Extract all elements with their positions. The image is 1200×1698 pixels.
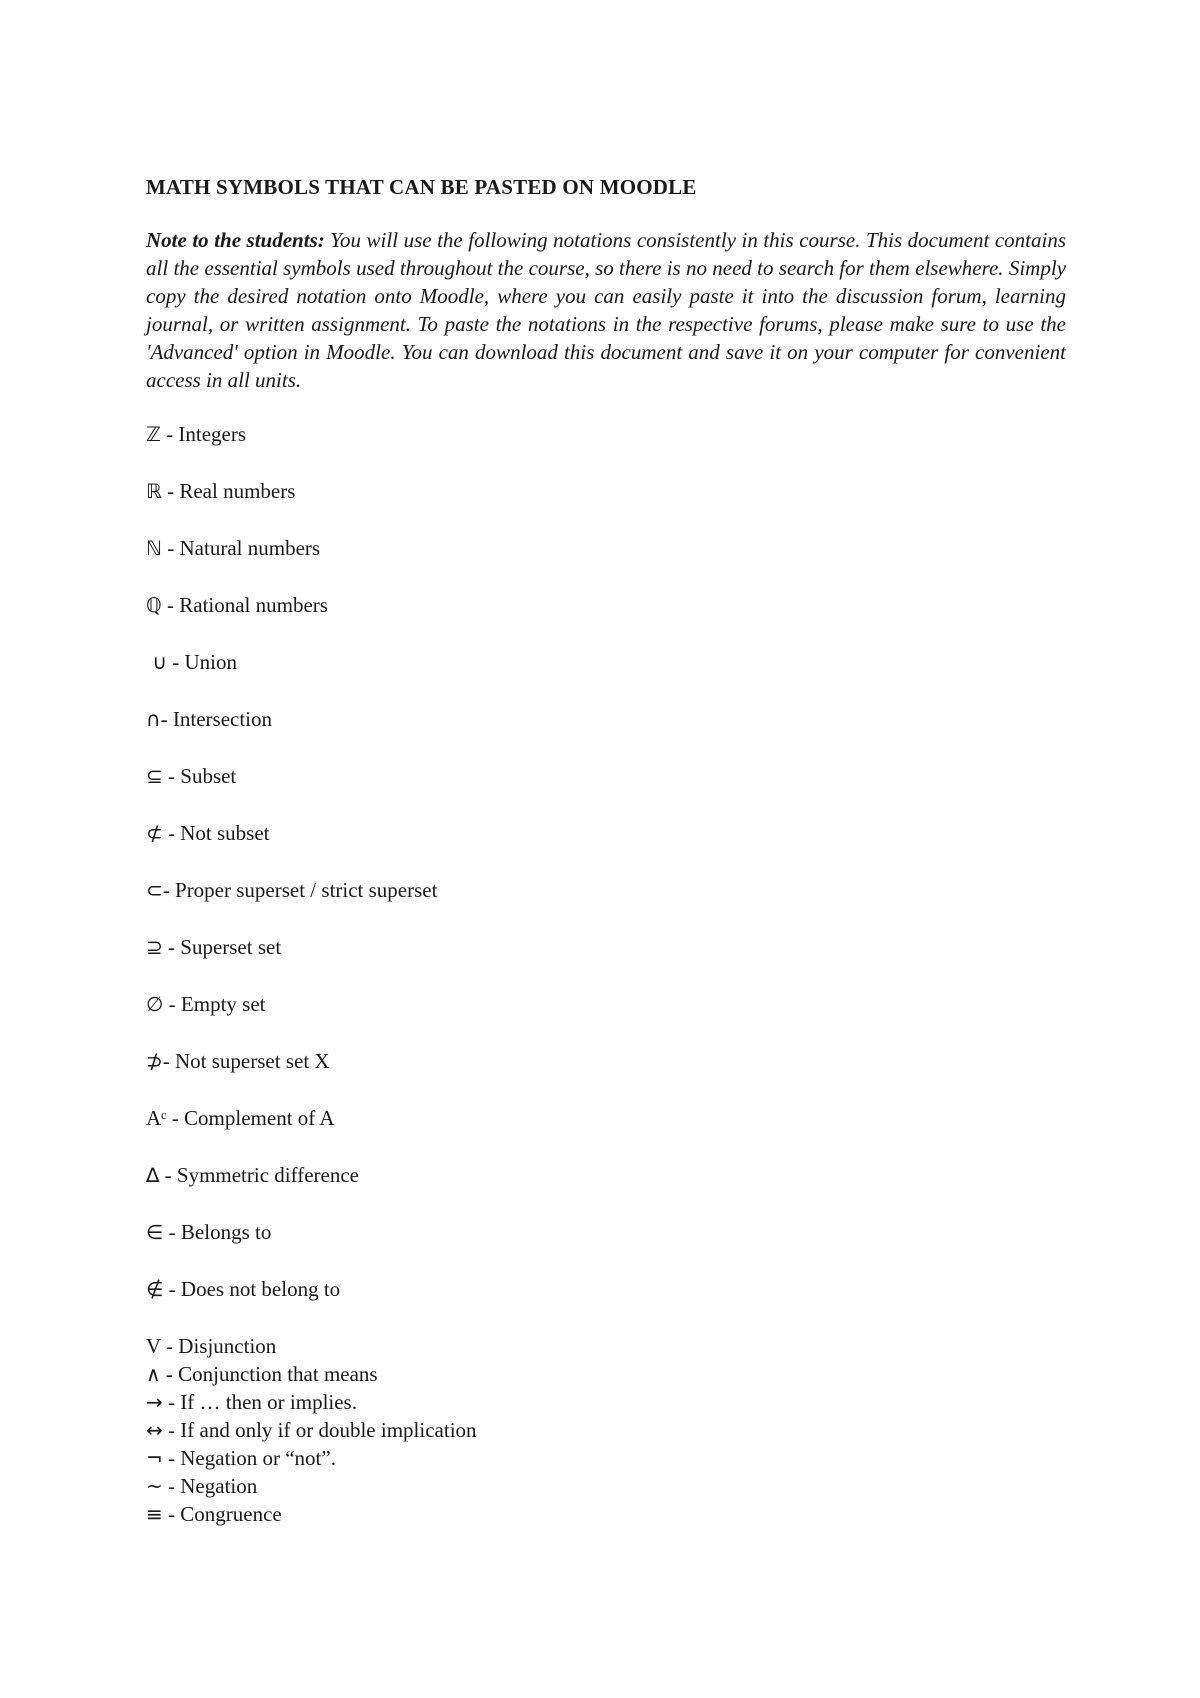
logic-description: - If and only if or double implication	[162, 1418, 477, 1442]
symbol-glyph: ⊆	[146, 764, 163, 788]
symbol-item-not-subset	[146, 819, 1066, 847]
symbol-item-complement	[146, 1104, 1066, 1132]
document-title: MATH SYMBOLS THAT CAN BE PASTED ON MOODLE	[146, 175, 697, 199]
logic-symbol-list	[146, 1332, 1066, 1528]
symbol-description: - Complement of A	[166, 1106, 335, 1130]
symbol-item-not-belong-to	[146, 1275, 1066, 1303]
logic-glyph: V	[146, 1334, 161, 1358]
logic-item-negation-not	[146, 1444, 1066, 1472]
symbol-description: - Not subset	[162, 821, 270, 845]
logic-item-disjunction	[146, 1332, 1066, 1360]
logic-description: - Congruence	[162, 1502, 282, 1526]
symbol-item-superset	[146, 933, 1066, 961]
symbol-item-intersection	[146, 705, 1066, 733]
symbol-glyph: ℕ	[146, 536, 163, 560]
symbol-glyph: ∈	[146, 1220, 164, 1244]
symbol-glyph: ⊂	[146, 878, 163, 902]
symbol-glyph: ⊇	[146, 935, 163, 959]
symbol-glyph: Aᶜ	[146, 1106, 167, 1130]
symbol-item-empty-set	[146, 990, 1066, 1018]
symbol-description: - Symmetric difference	[159, 1163, 360, 1187]
logic-item-conjunction	[146, 1360, 1066, 1388]
symbol-glyph: ∅	[146, 992, 164, 1016]
logic-glyph: ~	[146, 1474, 163, 1498]
symbol-item-belongs-to	[146, 1218, 1066, 1246]
symbol-description: - Belongs to	[163, 1220, 272, 1244]
logic-item-implies	[146, 1388, 1066, 1416]
symbol-item-not-superset	[146, 1047, 1066, 1075]
logic-item-negation	[146, 1472, 1066, 1500]
symbol-list	[146, 420, 1066, 1303]
symbol-glyph: ⊅	[146, 1049, 163, 1073]
symbol-item-integers	[146, 420, 1066, 448]
logic-item-congruence	[146, 1500, 1066, 1528]
note-lead: Note to the students:	[146, 228, 325, 252]
symbol-glyph: ∩	[146, 707, 161, 731]
symbol-glyph: ℚ	[146, 593, 162, 617]
symbol-description: - Rational numbers	[161, 593, 328, 617]
symbol-item-rational-numbers	[146, 591, 1066, 619]
symbol-description: - Superset set	[162, 935, 282, 959]
logic-glyph: ≡	[146, 1502, 163, 1526]
logic-description: - Conjunction that means	[160, 1362, 378, 1386]
note-paragraph	[146, 226, 1066, 394]
symbol-item-proper-superset	[146, 876, 1066, 904]
logic-glyph: ¬	[146, 1446, 163, 1470]
symbol-glyph: ℝ	[146, 479, 162, 503]
logic-glyph: →	[146, 1390, 163, 1414]
symbol-glyph: ∉	[146, 1277, 164, 1301]
symbol-description: - Does not belong to	[163, 1277, 341, 1301]
symbol-description: - Real numbers	[161, 479, 296, 503]
symbol-glyph: ∪	[146, 650, 167, 674]
logic-description: - If … then or implies.	[162, 1390, 357, 1414]
symbol-item-symmetric-difference	[146, 1161, 1066, 1189]
symbol-description: - Intersection	[160, 707, 273, 731]
symbol-glyph: ℤ	[146, 422, 161, 446]
logic-glyph: ↔	[146, 1418, 163, 1442]
symbol-glyph: ∆	[146, 1163, 160, 1187]
symbol-description: - Natural numbers	[162, 536, 321, 560]
symbol-item-natural-numbers	[146, 534, 1066, 562]
symbol-description: - Proper superset / strict superset	[162, 878, 438, 902]
document-content	[146, 174, 1066, 1528]
logic-description: - Negation or “not”.	[162, 1446, 336, 1470]
note-body: You will use the following notations consistently in this course. This document contains all the essential symbols used throughout the course, so there is no need to search for them elsewhere. Simply copy the desired notation onto Moodle, where you can easily paste it into the discussion forum, learning journal, or written assignment. To paste the notations in the respective forums, please make sure to use the 'Advanced' option in Moodle. You can download this document and save it on your computer for convenient access in all units.	[146, 228, 1066, 392]
symbol-description: - Empty set	[163, 992, 266, 1016]
symbol-item-subset	[146, 762, 1066, 790]
logic-description: - Disjunction	[160, 1334, 277, 1358]
symbol-description: - Subset	[162, 764, 237, 788]
symbol-item-union	[146, 648, 1066, 676]
symbol-description: - Integers	[160, 422, 247, 446]
symbol-glyph: ⊄	[146, 821, 163, 845]
logic-item-double-implication	[146, 1416, 1066, 1444]
symbol-description: - Union	[167, 650, 237, 674]
symbol-item-real-numbers	[146, 477, 1066, 505]
symbol-description: - Not superset set X	[162, 1049, 330, 1073]
logic-glyph: ∧	[146, 1362, 161, 1386]
logic-description: - Negation	[162, 1474, 258, 1498]
